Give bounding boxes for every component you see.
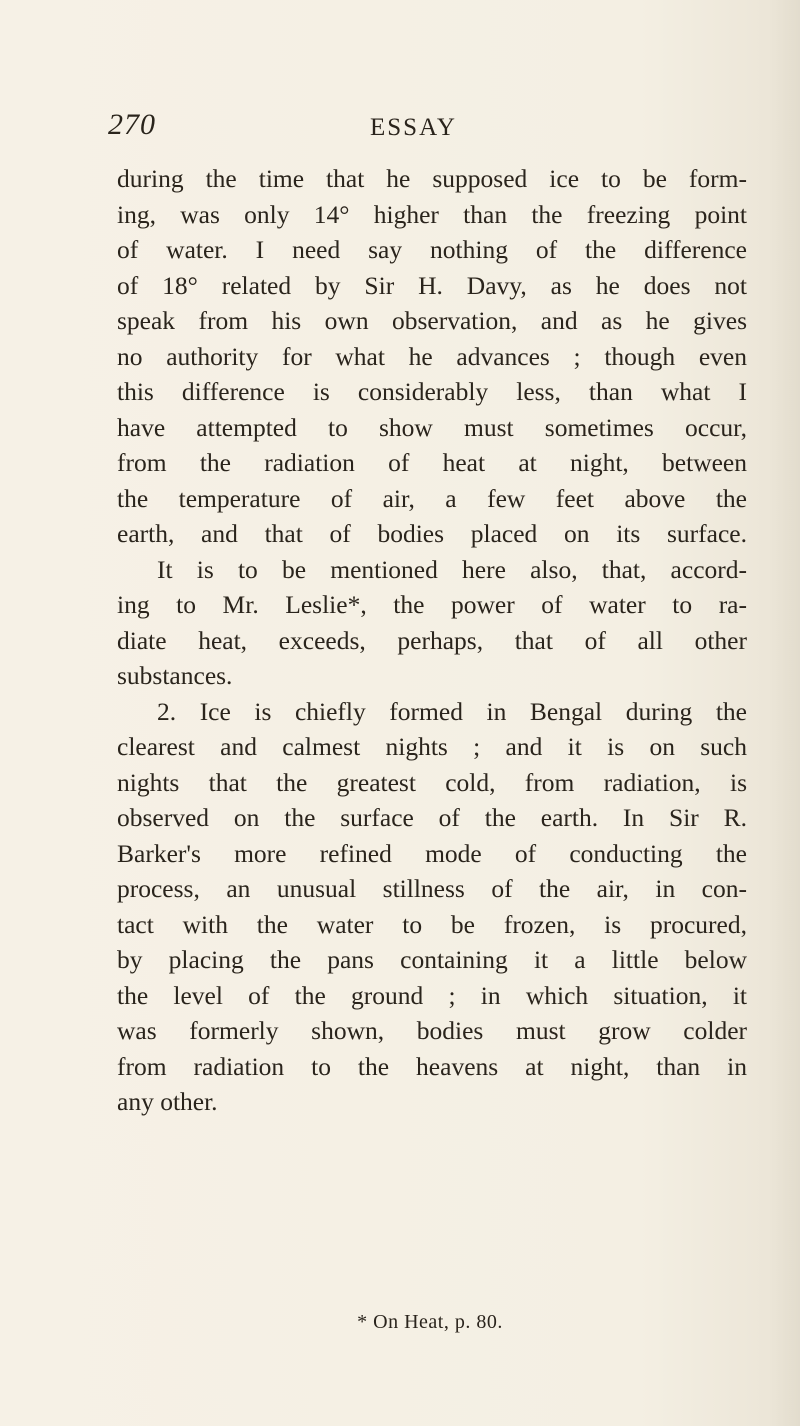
text-line: clearest and calmest nights ; and it is on such [117,732,747,761]
text-line: during the time that he supposed ice to be form- [117,164,747,193]
text-line: earth, and that of bodies placed on its surface. [117,519,747,548]
text-line: was formerly shown, bodies must grow colder [117,1016,747,1045]
text-line: the level of the ground ; in which situation, it [117,980,747,1010]
text-line: diate heat, exceeds, perhaps, that of all other [117,625,747,655]
text-line: process, an unusual stillness of the air, in con- [117,874,747,903]
text-line: the temperature of air, a few feet above the [117,483,747,513]
text-line: have attempted to show must sometimes occur, [117,412,747,442]
text-line: substances. [117,661,233,690]
text-line: of 18° related by Sir H. Davy, as he does not [117,270,747,300]
text-line: Barker's more refined mode of conducting the [117,838,747,868]
text-line: from radiation to the heavens at night, than in [117,1051,747,1081]
running-head: ESSAY [370,114,457,141]
text-line: any other. [117,1087,218,1116]
footnote [0,1311,800,1334]
text-line: nights that the greatest cold, from radiation, is [117,767,747,797]
page-number: 270 [108,108,156,141]
text-line: speak from his own observation, and as he gives [117,306,747,335]
text-line: of water. I need say nothing of the difference [117,235,747,264]
text-line: this difference is considerably less, than what I [117,377,747,406]
text-line: It is to be mentioned here also, that, accord- [157,554,747,584]
text-line: ing, was only 14° higher than the freezing point [117,199,747,229]
text-line: from the radiation of heat at night, between [117,448,747,477]
text-line: observed on the surface of the earth. In Sir R. [117,803,747,832]
text-line: ing to Mr. Leslie*, the power of water to ra- [117,590,747,619]
text-line: no authority for what he advances ; though even [117,341,747,371]
footnote-text: * On Heat, p. 80. [357,1311,503,1333]
text-line: 2. Ice is chiefly formed in Bengal during the [157,696,747,726]
text-line: by placing the pans containing it a little below [117,945,747,974]
page-header [0,108,800,148]
body-text [117,161,747,1120]
text-line: tact with the water to be frozen, is procured, [117,909,747,939]
